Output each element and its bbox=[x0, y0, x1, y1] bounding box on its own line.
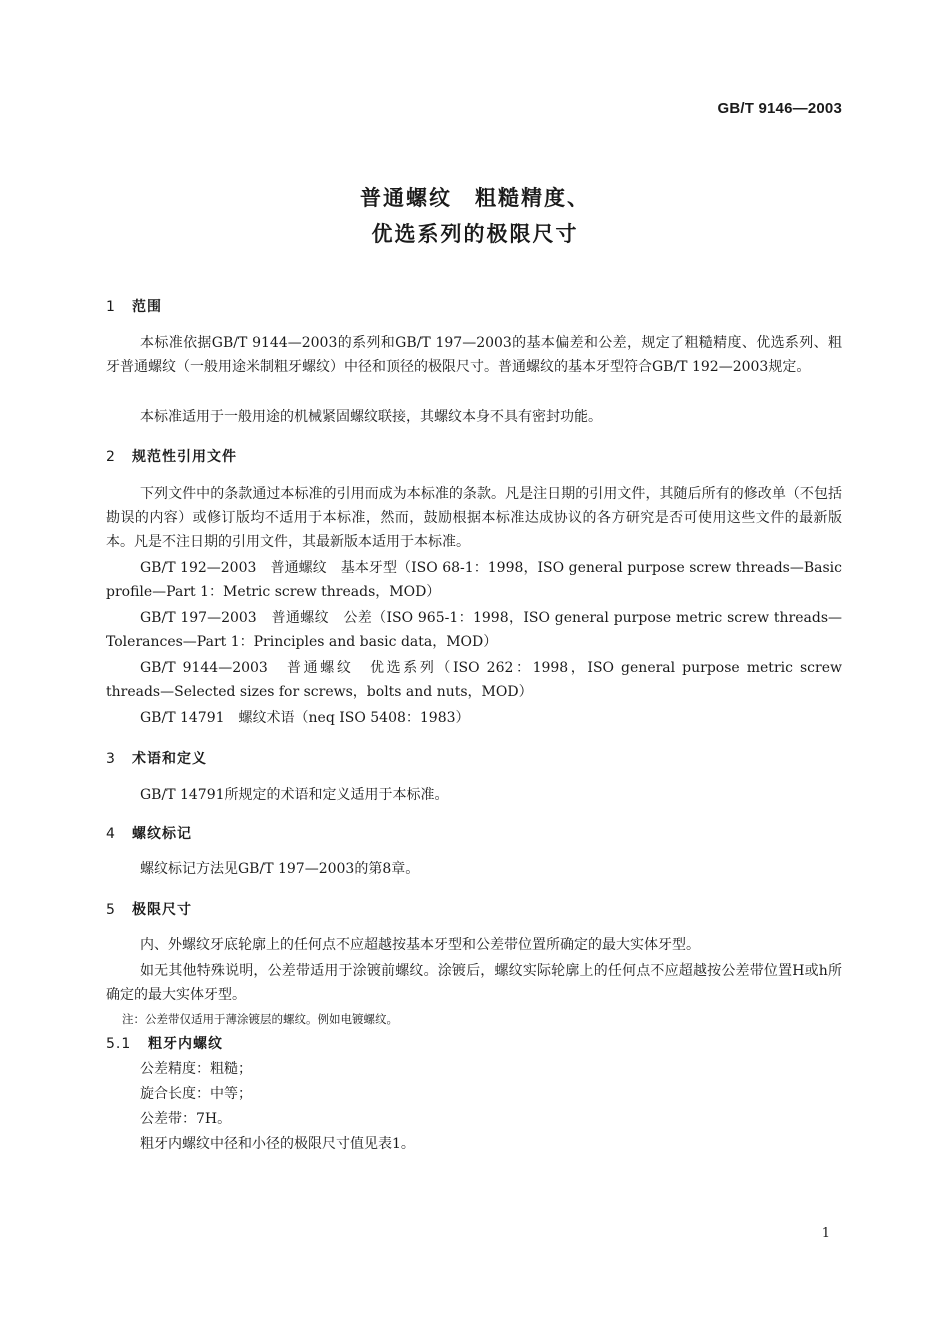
spec-line: 公差精度：粗糙； bbox=[140, 1061, 252, 1077]
section-heading-5 bbox=[106, 899, 192, 919]
section-heading-4 bbox=[106, 823, 192, 843]
section-title: 范围 bbox=[132, 299, 162, 315]
reference-entry: GB/T 197—2003 普通螺纹 公差（ISO 965-1：1998，ISO general purpose metric screw threads—Tolerances—Part 1：Principles and basic data，MOD） bbox=[106, 610, 842, 650]
section-heading-3 bbox=[106, 748, 207, 768]
reference-entry: GB/T 9144—2003 普通螺纹 优选系列（ISO 262：1998，ISO general purpose metric screw threads—Selected sizes for screws，bolts and nuts，MOD） bbox=[106, 660, 842, 700]
section-title: 规范性引用文件 bbox=[132, 449, 237, 465]
paragraph: 下列文件中的条款通过本标准的引用而成为本标准的条款。凡是注日期的引用文件，其随后所有的修改单（不包括勘误的内容）或修订版均不适用于本标准，然而，鼓励根据本标准达成协议的各方研究是否可使用这些文件的最新版本。凡是不注日期的引用文件，其最新版本适用于本标准。 bbox=[106, 486, 842, 550]
page-number: 1 bbox=[821, 1226, 830, 1241]
paragraph: 本标准适用于一般用途的机械紧固螺纹联接，其螺纹本身不具有密封功能。 bbox=[140, 409, 602, 425]
section-title: 极限尺寸 bbox=[132, 902, 192, 918]
paragraph: 螺纹标记方法见GB/T 197—2003的第8章。 bbox=[140, 861, 420, 877]
spec-line: 公差带：7H。 bbox=[140, 1111, 232, 1127]
section-number: 4 bbox=[106, 826, 116, 842]
section-title: 粗牙内螺纹 bbox=[148, 1036, 223, 1052]
paragraph: 内、外螺纹牙底轮廓上的任何点不应超越按基本牙型和公差带位置所确定的最大实体牙型。 bbox=[140, 937, 700, 953]
section-heading-5-1 bbox=[106, 1033, 223, 1053]
spec-line: 粗牙内螺纹中径和小径的极限尺寸值见表1。 bbox=[140, 1136, 415, 1152]
section-heading-2 bbox=[106, 446, 237, 466]
section-number: 5.1 bbox=[106, 1036, 132, 1052]
document-title-line2: 优选系列的极限尺寸 bbox=[371, 222, 579, 246]
paragraph: 如无其他特殊说明，公差带适用于涂镀前螺纹。涂镀后，螺纹实际轮廓上的任何点不应超越按公差带位置H或h所确定的最大实体牙型。 bbox=[106, 963, 842, 1003]
paragraph: GB/T 14791所规定的术语和定义适用于本标准。 bbox=[140, 787, 449, 803]
section-number: 3 bbox=[106, 751, 116, 767]
document-title-line1: 普通螺纹 粗糙精度、 bbox=[360, 186, 590, 210]
section-number: 2 bbox=[106, 449, 116, 465]
section-title: 螺纹标记 bbox=[132, 826, 192, 842]
section-heading-1 bbox=[106, 296, 162, 316]
section-number: 1 bbox=[106, 299, 116, 315]
standard-code: GB/T 9146—2003 bbox=[717, 100, 842, 117]
section-title: 术语和定义 bbox=[132, 751, 207, 767]
reference-entry: GB/T 14791 螺纹术语（neq ISO 5408：1983） bbox=[140, 710, 470, 726]
reference-entry: GB/T 192—2003 普通螺纹 基本牙型（ISO 68-1：1998，ISO general purpose screw threads—Basic profile—Part 1：Metric screw threads，MOD） bbox=[106, 560, 842, 600]
section-number: 5 bbox=[106, 902, 116, 918]
note: 注：公差带仅适用于薄涂镀层的螺纹。例如电镀螺纹。 bbox=[122, 1012, 398, 1026]
paragraph: 本标准依据GB/T 9144—2003的系列和GB/T 197—2003的基本偏差和公差，规定了粗糙精度、优选系列、粗牙普通螺纹（一般用途米制粗牙螺纹）中径和顶径的极限尺寸。普通螺纹的基本牙型符合GB/T 192—2003规定。 bbox=[106, 335, 842, 375]
spec-line: 旋合长度：中等； bbox=[140, 1086, 252, 1102]
